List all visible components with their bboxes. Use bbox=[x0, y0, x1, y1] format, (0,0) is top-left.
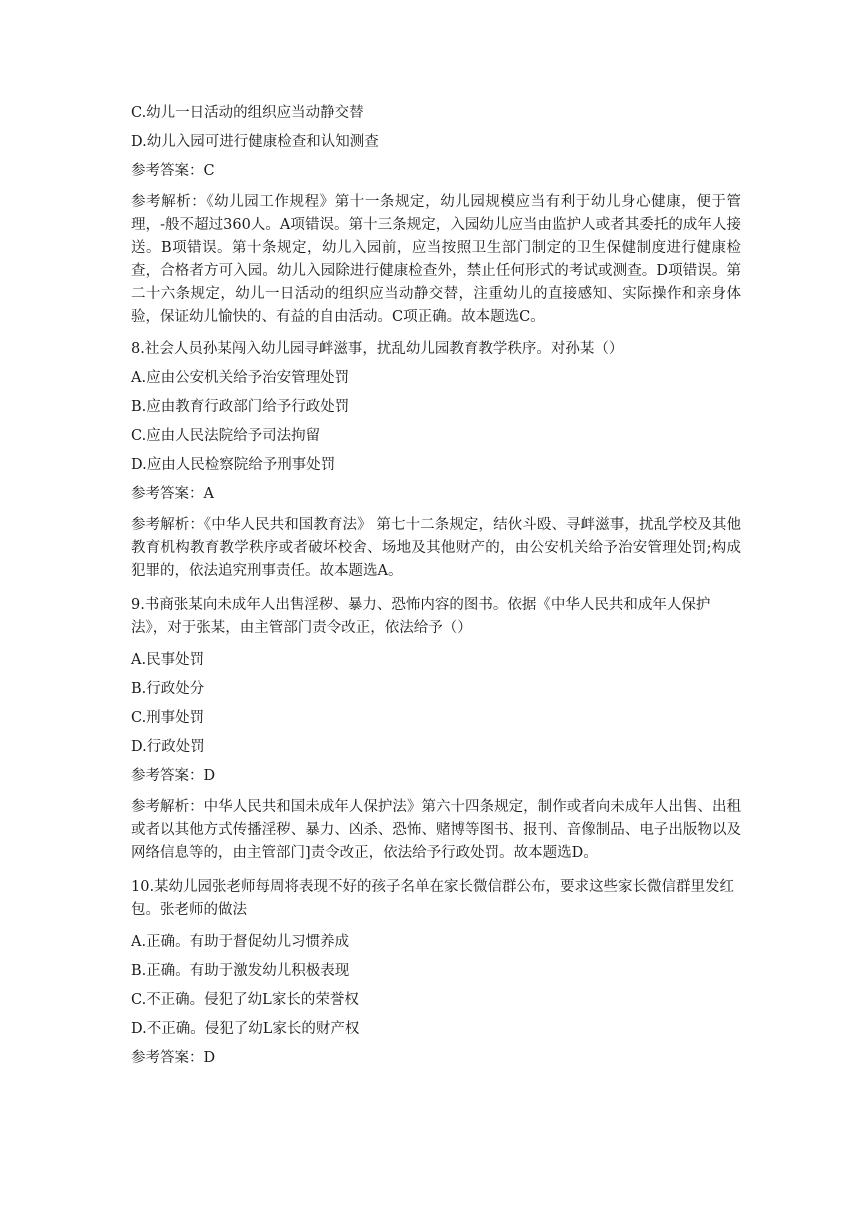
option-d: D.行政处罚 bbox=[131, 739, 205, 755]
question-10: 10.某幼儿园张老师每周将表现不好的孩子名单在家长微信群公布，要求这些家长微信群里发红包。张老师的做法 bbox=[131, 879, 735, 918]
option-c: C.应由人民法院给予司法拘留 bbox=[131, 428, 321, 444]
option-a: A.应由公安机关给予治安管理处罚 bbox=[131, 370, 350, 386]
answer: 参考答案：D bbox=[131, 1050, 216, 1066]
answer: 参考答案：A bbox=[131, 486, 214, 502]
explanation: 参考解析：《中华人民共和国教育法》 第七十二条规定，结伙斗殴、寻衅滋事，扰乱学校及其他教育机构教育教学秩序或者破坏校舍、场地及其他财产的，由公安机关给予治安管理处罚;构成犯罪的，依法追究刑事责任。故本题选A。 bbox=[131, 517, 741, 579]
answer: 参考答案：D bbox=[131, 768, 216, 784]
option-c: C.刑事处罚 bbox=[131, 710, 205, 726]
document-content bbox=[131, 104, 741, 1078]
explanation: 参考解析：《幼儿园工作规程》第十一条规定，幼儿园规模应当有利于幼儿身心健康，便于管理，-般不超过360人。A项错误。第十三条规定，入园幼儿应当由监护人或者其委托的成年人接送。B项错误。第十条规定，幼儿入园前，应当按照卫生部门制定的卫生保健制度进行健康检查，合格者方可入园。幼儿入园除进行健康检查外，禁止任何形式的考试或测查。D项错误。第二十六条规定，幼儿一日活动的组织应当动静交替，注重幼儿的直接感知、实际操作和亲身体验，保证幼儿愉快的、有益的自由活动。C项正确。故本题选C。 bbox=[131, 194, 741, 325]
option-d: D.幼儿入园可进行健康检查和认知测查 bbox=[131, 134, 379, 150]
option-c: C.幼儿一日活动的组织应当动静交替 bbox=[131, 105, 364, 121]
option-b: B.行政处分 bbox=[131, 681, 205, 697]
question-9: 9.书商张某向未成年人出售淫秽、暴力、恐怖内容的图书。依据《中华人民共和成年人保护法》，对于张某，由主管部门责令改正，依法给予（） bbox=[131, 597, 711, 636]
option-b: B.应由教育行政部门给予行政处罚 bbox=[131, 399, 350, 415]
option-c: C.不正确。侵犯了幼L家长的荣誉权 bbox=[131, 992, 359, 1008]
answer: 参考答案：C bbox=[131, 163, 215, 179]
explanation: 参考解析：中华人民共和国未成年人保护法》第六十四条规定，制作或者向未成年人出售、出租或者以其他方式传播淫秽、暴力、凶杀、恐怖、赌博等图书、报刊、音像制品、电子出版物以及网络信息等的，由主管部门]责令改正，依法给予行政处罚。故本题选D。 bbox=[131, 799, 741, 861]
option-a: A.正确。有助于督促幼儿习惯养成 bbox=[131, 934, 350, 950]
option-a: A.民事处罚 bbox=[131, 652, 205, 668]
question-8: 8.社会人员孙某闯入幼儿园寻衅滋事，扰乱幼儿园教育教学秩序。对孙某（） bbox=[131, 341, 624, 357]
option-d: D.不正确。侵犯了幼L家长的财产权 bbox=[131, 1021, 360, 1037]
option-b: B.正确。有助于激发幼儿积极表现 bbox=[131, 963, 350, 979]
option-d: D.应由人民检察院给予刑事处罚 bbox=[131, 457, 336, 473]
